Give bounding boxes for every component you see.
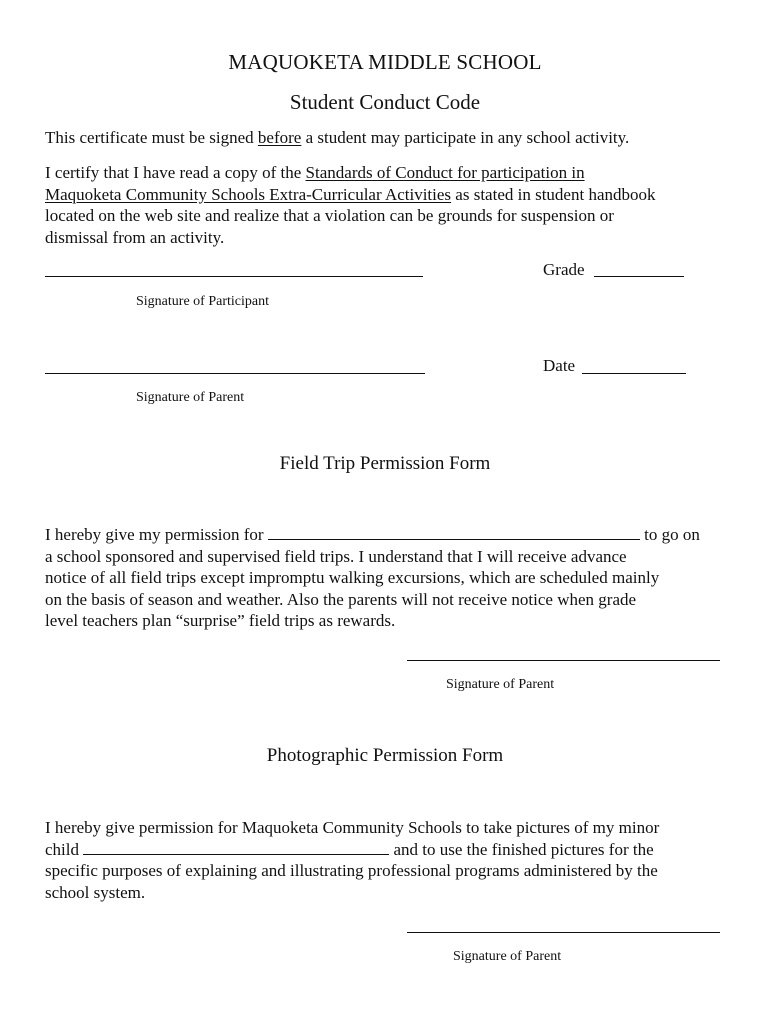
conduct-intro bbox=[45, 128, 629, 148]
photo-signature-label: Signature of Parent bbox=[453, 949, 562, 964]
certify-text-2: as stated in student handbook bbox=[451, 184, 656, 204]
date-label: Date bbox=[543, 356, 576, 375]
field-trip-line-4: on the basis of season and weather. Also the parents will not receive notice when grade bbox=[45, 589, 637, 609]
field-trip-signature-line[interactable] bbox=[407, 660, 720, 661]
grade-field[interactable] bbox=[594, 276, 684, 277]
field-trip-paragraph bbox=[45, 524, 735, 632]
field-trip-line-5: level teachers plan “surprise” field trips as rewards. bbox=[45, 611, 396, 630]
photo-line-4: school system. bbox=[45, 882, 146, 902]
photo-line-2 bbox=[45, 839, 735, 861]
participant-signature-line[interactable] bbox=[45, 276, 423, 277]
child-name-field[interactable] bbox=[83, 841, 389, 855]
photo-line-1: I hereby give permission for Maquoketa Community Schools to take pictures of my minor bbox=[45, 818, 660, 837]
photo-signature-line[interactable] bbox=[407, 932, 720, 933]
photo-text: child bbox=[45, 839, 79, 859]
school-name: MAQUOKETA MIDDLE SCHOOL bbox=[228, 50, 542, 74]
certify-line-1 bbox=[45, 162, 735, 184]
parent-signature-line[interactable] bbox=[45, 373, 425, 374]
standards-link-text: Standards of Conduct for participation in bbox=[305, 163, 585, 182]
photo-paragraph bbox=[45, 817, 735, 903]
certify-line-2 bbox=[45, 184, 735, 206]
intro-underlined: before bbox=[257, 128, 302, 147]
field-trip-line-1 bbox=[45, 524, 735, 546]
intro-text-end: a student may participate in any school activity. bbox=[301, 128, 630, 147]
photo-text-end: and to use the finished pictures for the bbox=[393, 839, 654, 859]
parent-signature-label: Signature of Parent bbox=[136, 390, 245, 405]
photo-title: Photographic Permission Form bbox=[266, 745, 504, 766]
participant-signature-label: Signature of Participant bbox=[136, 294, 269, 309]
field-trip-title: Field Trip Permission Form bbox=[279, 453, 491, 474]
intro-text: This certificate must be signed bbox=[45, 128, 258, 147]
certify-line-4: dismissal from an activity. bbox=[45, 227, 225, 247]
grade-label: Grade bbox=[543, 260, 585, 279]
certify-paragraph bbox=[45, 162, 735, 248]
student-name-field[interactable] bbox=[268, 526, 640, 540]
photo-line-3: specific purposes of explaining and illustrating professional programs administered by the bbox=[45, 861, 658, 880]
certify-line-3: located on the web site and realize that a violation can be grounds for suspension or bbox=[45, 206, 614, 225]
page-title: Student Conduct Code bbox=[289, 90, 481, 114]
field-trip-signature-label: Signature of Parent bbox=[446, 677, 555, 692]
field-trip-text: I hereby give my permission for bbox=[45, 525, 264, 544]
field-trip-line-2: a school sponsored and supervised field trips. I understand that I will receive advance bbox=[45, 546, 627, 566]
date-field[interactable] bbox=[582, 373, 686, 374]
activities-link-text: Maquoketa Community Schools Extra-Curricular Activities bbox=[45, 184, 452, 204]
field-trip-text-end: to go on bbox=[644, 525, 700, 544]
certify-text: I certify that I have read a copy of the bbox=[45, 163, 306, 182]
field-trip-line-3: notice of all field trips except impromptu walking excursions, which are scheduled mainly bbox=[45, 568, 660, 587]
